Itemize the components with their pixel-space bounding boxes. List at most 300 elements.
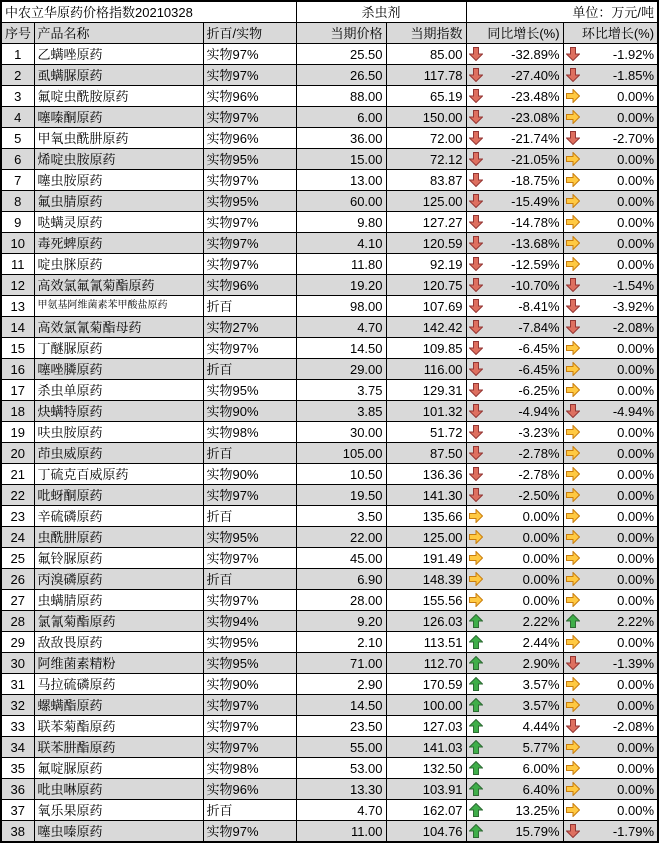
index-cell: 127.03 xyxy=(386,716,466,737)
yoy-cell xyxy=(466,212,563,233)
percent-value: -2.50% xyxy=(518,487,560,503)
table-row xyxy=(1,464,658,485)
right-arrow-icon xyxy=(566,509,580,523)
percent-value: -6.45% xyxy=(518,340,560,356)
down-arrow-icon xyxy=(566,824,580,838)
percent-value: -8.41% xyxy=(518,298,560,314)
table-row xyxy=(1,149,658,170)
yoy-cell xyxy=(466,716,563,737)
down-arrow-icon xyxy=(469,173,483,187)
spec-cell: 实物95% xyxy=(203,380,296,401)
percent-value: 0.00% xyxy=(617,445,655,461)
table-row xyxy=(1,611,658,632)
index-cell: 109.85 xyxy=(386,338,466,359)
mom-cell xyxy=(563,170,658,191)
product-name-cell: 高效氯氟氰菊酯原药 xyxy=(34,275,203,296)
price-cell: 15.00 xyxy=(296,149,386,170)
product-name-cell: 敌敌畏原药 xyxy=(34,632,203,653)
index-cell: 104.76 xyxy=(386,821,466,843)
index-cell: 126.03 xyxy=(386,611,466,632)
yoy-cell xyxy=(466,590,563,611)
mom-cell xyxy=(563,422,658,443)
spec-cell: 实物97% xyxy=(203,212,296,233)
percent-value: -1.85% xyxy=(612,67,655,83)
right-arrow-icon xyxy=(566,362,580,376)
index-cell: 87.50 xyxy=(386,443,466,464)
spec-cell: 实物95% xyxy=(203,632,296,653)
spec-cell: 实物97% xyxy=(203,821,296,843)
serial-cell: 26 xyxy=(1,569,34,590)
spec-cell: 实物95% xyxy=(203,527,296,548)
yoy-cell xyxy=(466,86,563,107)
down-arrow-icon xyxy=(566,404,580,418)
mom-cell xyxy=(563,44,658,65)
product-name-cell: 杀虫单原药 xyxy=(34,380,203,401)
table-row xyxy=(1,296,658,317)
percent-value: -1.54% xyxy=(612,277,655,293)
spec-cell: 折百 xyxy=(203,506,296,527)
yoy-cell xyxy=(466,191,563,212)
yoy-cell xyxy=(466,65,563,86)
price-cell: 19.20 xyxy=(296,275,386,296)
column-header-price: 当期价格 xyxy=(296,23,386,44)
percent-value: 0.00% xyxy=(617,550,655,566)
column-header-serial: 序号 xyxy=(1,23,34,44)
percent-value: -2.70% xyxy=(612,130,655,146)
yoy-cell xyxy=(466,422,563,443)
product-name-cell: 噻虫胺原药 xyxy=(34,170,203,191)
price-cell: 88.00 xyxy=(296,86,386,107)
price-cell: 14.50 xyxy=(296,338,386,359)
index-cell: 83.87 xyxy=(386,170,466,191)
right-arrow-icon xyxy=(566,215,580,229)
price-cell: 26.50 xyxy=(296,65,386,86)
mom-cell xyxy=(563,779,658,800)
percent-value: 0.00% xyxy=(522,529,560,545)
product-name-cell: 吡虫啉原药 xyxy=(34,779,203,800)
right-arrow-icon xyxy=(469,509,483,523)
mom-cell xyxy=(563,254,658,275)
column-header-mom: 环比增长(%) xyxy=(563,23,658,44)
percent-value: 0.00% xyxy=(617,382,655,398)
percent-value: -6.25% xyxy=(518,382,560,398)
down-arrow-icon xyxy=(469,488,483,502)
mom-cell xyxy=(563,611,658,632)
index-cell: 117.78 xyxy=(386,65,466,86)
yoy-cell xyxy=(466,296,563,317)
percent-value: 0.00% xyxy=(617,802,655,818)
percent-value: 0.00% xyxy=(617,193,655,209)
serial-cell: 10 xyxy=(1,233,34,254)
serial-cell: 36 xyxy=(1,779,34,800)
serial-cell: 35 xyxy=(1,758,34,779)
yoy-cell xyxy=(466,401,563,422)
percent-value: -2.08% xyxy=(612,319,655,335)
serial-cell: 38 xyxy=(1,821,34,843)
yoy-cell xyxy=(466,527,563,548)
percent-value: -7.84% xyxy=(518,319,560,335)
yoy-cell xyxy=(466,170,563,191)
up-arrow-icon xyxy=(469,719,483,733)
yoy-cell xyxy=(466,569,563,590)
mom-cell xyxy=(563,380,658,401)
up-arrow-icon xyxy=(469,782,483,796)
percent-value: -21.05% xyxy=(511,151,560,167)
price-cell: 14.50 xyxy=(296,695,386,716)
right-arrow-icon xyxy=(566,173,580,187)
right-arrow-icon xyxy=(469,551,483,565)
right-arrow-icon xyxy=(566,341,580,355)
up-arrow-icon xyxy=(469,656,483,670)
index-cell: 101.32 xyxy=(386,401,466,422)
mom-cell xyxy=(563,401,658,422)
product-name-cell: 毒死蜱原药 xyxy=(34,233,203,254)
down-arrow-icon xyxy=(469,362,483,376)
yoy-cell xyxy=(466,800,563,821)
percent-value: -32.89% xyxy=(511,46,560,62)
serial-cell: 23 xyxy=(1,506,34,527)
up-arrow-icon xyxy=(469,677,483,691)
table-row xyxy=(1,44,658,65)
price-cell: 45.00 xyxy=(296,548,386,569)
index-cell: 141.30 xyxy=(386,485,466,506)
serial-cell: 9 xyxy=(1,212,34,233)
yoy-cell xyxy=(466,443,563,464)
product-name-cell: 啶虫脒原药 xyxy=(34,254,203,275)
percent-value: -6.45% xyxy=(518,361,560,377)
spec-cell: 实物97% xyxy=(203,590,296,611)
percent-value: -12.59% xyxy=(511,256,560,272)
serial-cell: 4 xyxy=(1,107,34,128)
index-cell: 162.07 xyxy=(386,800,466,821)
percent-value: -27.40% xyxy=(511,67,560,83)
product-name-cell: 高效氯氰菊酯母药 xyxy=(34,317,203,338)
product-name-cell: 甲氧虫酰肼原药 xyxy=(34,128,203,149)
product-name-cell: 氟铃脲原药 xyxy=(34,548,203,569)
price-cell: 71.00 xyxy=(296,653,386,674)
yoy-cell xyxy=(466,254,563,275)
product-name-cell: 氟虫腈原药 xyxy=(34,191,203,212)
serial-cell: 13 xyxy=(1,296,34,317)
spec-cell: 实物27% xyxy=(203,317,296,338)
table-row xyxy=(1,548,658,569)
mom-cell xyxy=(563,191,658,212)
spec-cell: 实物96% xyxy=(203,275,296,296)
right-arrow-icon xyxy=(566,740,580,754)
column-header-index: 当期指数 xyxy=(386,23,466,44)
table-row xyxy=(1,212,658,233)
down-arrow-icon xyxy=(469,131,483,145)
yoy-cell xyxy=(466,359,563,380)
mom-cell xyxy=(563,506,658,527)
serial-cell: 24 xyxy=(1,527,34,548)
index-cell: 113.51 xyxy=(386,632,466,653)
right-arrow-icon xyxy=(566,446,580,460)
price-cell: 22.00 xyxy=(296,527,386,548)
serial-cell: 17 xyxy=(1,380,34,401)
percent-value: 2.22% xyxy=(522,613,560,629)
yoy-cell xyxy=(466,317,563,338)
mom-cell xyxy=(563,590,658,611)
right-arrow-icon xyxy=(469,530,483,544)
serial-cell: 28 xyxy=(1,611,34,632)
yoy-cell xyxy=(466,611,563,632)
product-name-cell: 丁硫克百威原药 xyxy=(34,464,203,485)
percent-value: -3.23% xyxy=(518,424,560,440)
price-cell: 3.50 xyxy=(296,506,386,527)
percent-value: 0.00% xyxy=(617,781,655,797)
serial-cell: 21 xyxy=(1,464,34,485)
yoy-cell xyxy=(466,506,563,527)
column-header-product: 产品名称 xyxy=(34,23,203,44)
yoy-cell xyxy=(466,695,563,716)
right-arrow-icon xyxy=(566,425,580,439)
right-arrow-icon xyxy=(566,257,580,271)
up-arrow-icon xyxy=(469,740,483,754)
right-arrow-icon xyxy=(566,488,580,502)
mom-cell xyxy=(563,527,658,548)
price-cell: 28.00 xyxy=(296,590,386,611)
percent-value: 5.77% xyxy=(522,739,560,755)
spec-cell: 实物98% xyxy=(203,758,296,779)
table-row xyxy=(1,527,658,548)
up-arrow-icon xyxy=(469,803,483,817)
mom-cell xyxy=(563,674,658,695)
mom-cell xyxy=(563,128,658,149)
product-name-cell: 联苯肼酯原药 xyxy=(34,737,203,758)
index-cell: 125.00 xyxy=(386,191,466,212)
price-cell: 60.00 xyxy=(296,191,386,212)
spec-cell: 实物95% xyxy=(203,653,296,674)
product-name-cell: 炔螨特原药 xyxy=(34,401,203,422)
product-name-cell: 氟啶脲原药 xyxy=(34,758,203,779)
percent-value: 0.00% xyxy=(617,256,655,272)
down-arrow-icon xyxy=(566,320,580,334)
mom-cell xyxy=(563,443,658,464)
table-row xyxy=(1,737,658,758)
serial-cell: 12 xyxy=(1,275,34,296)
index-cell: 141.03 xyxy=(386,737,466,758)
serial-cell: 7 xyxy=(1,170,34,191)
right-arrow-icon xyxy=(566,803,580,817)
down-arrow-icon xyxy=(469,47,483,61)
right-arrow-icon xyxy=(566,761,580,775)
price-cell: 98.00 xyxy=(296,296,386,317)
serial-cell: 20 xyxy=(1,443,34,464)
down-arrow-icon xyxy=(566,47,580,61)
spec-cell: 实物97% xyxy=(203,254,296,275)
product-name-cell: 螺螨酯原药 xyxy=(34,695,203,716)
table-row xyxy=(1,800,658,821)
unit-label: 单位：万元/吨 xyxy=(466,1,658,23)
serial-cell: 37 xyxy=(1,800,34,821)
percent-value: 0.00% xyxy=(617,88,655,104)
spec-cell: 折百 xyxy=(203,569,296,590)
table-row xyxy=(1,338,658,359)
mom-cell xyxy=(563,275,658,296)
index-cell: 92.19 xyxy=(386,254,466,275)
index-cell: 103.91 xyxy=(386,779,466,800)
down-arrow-icon xyxy=(469,299,483,313)
mom-cell xyxy=(563,464,658,485)
product-name-cell: 联苯菊酯原药 xyxy=(34,716,203,737)
price-cell: 2.90 xyxy=(296,674,386,695)
spec-cell: 实物94% xyxy=(203,611,296,632)
down-arrow-icon xyxy=(469,257,483,271)
percent-value: 0.00% xyxy=(617,571,655,587)
percent-value: 0.00% xyxy=(617,361,655,377)
down-arrow-icon xyxy=(469,89,483,103)
percent-value: -1.92% xyxy=(612,46,655,62)
price-cell: 6.90 xyxy=(296,569,386,590)
product-name-cell: 阿维菌素精粉 xyxy=(34,653,203,674)
mom-cell xyxy=(563,485,658,506)
index-cell: 107.69 xyxy=(386,296,466,317)
price-cell: 29.00 xyxy=(296,359,386,380)
table-row xyxy=(1,485,658,506)
up-arrow-icon xyxy=(469,614,483,628)
product-name-cell: 噻虫嗪原药 xyxy=(34,821,203,843)
yoy-cell xyxy=(466,275,563,296)
serial-cell: 6 xyxy=(1,149,34,170)
right-arrow-icon xyxy=(566,782,580,796)
down-arrow-icon xyxy=(469,110,483,124)
yoy-cell xyxy=(466,758,563,779)
product-name-cell: 虫螨腈原药 xyxy=(34,590,203,611)
right-arrow-icon xyxy=(566,152,580,166)
spec-cell: 实物97% xyxy=(203,737,296,758)
price-cell: 4.70 xyxy=(296,317,386,338)
table-row xyxy=(1,632,658,653)
yoy-cell xyxy=(466,653,563,674)
percent-value: 0.00% xyxy=(617,214,655,230)
table-row xyxy=(1,65,658,86)
price-cell: 13.00 xyxy=(296,170,386,191)
down-arrow-icon xyxy=(469,425,483,439)
spec-cell: 折百 xyxy=(203,443,296,464)
mom-cell xyxy=(563,695,658,716)
mom-cell xyxy=(563,737,658,758)
percent-value: -23.48% xyxy=(511,88,560,104)
serial-cell: 31 xyxy=(1,674,34,695)
price-cell: 105.00 xyxy=(296,443,386,464)
mom-cell xyxy=(563,65,658,86)
spec-cell: 实物97% xyxy=(203,338,296,359)
product-name-cell: 乙螨唑原药 xyxy=(34,44,203,65)
mom-cell xyxy=(563,338,658,359)
percent-value: -15.49% xyxy=(511,193,560,209)
table-row xyxy=(1,590,658,611)
mom-cell xyxy=(563,800,658,821)
serial-cell: 15 xyxy=(1,338,34,359)
spec-cell: 实物96% xyxy=(203,86,296,107)
percent-value: 3.57% xyxy=(522,676,560,692)
percent-value: 2.44% xyxy=(522,634,560,650)
yoy-cell xyxy=(466,674,563,695)
percent-value: 15.79% xyxy=(515,823,560,839)
right-arrow-icon xyxy=(566,593,580,607)
percent-value: 6.00% xyxy=(522,760,560,776)
right-arrow-icon xyxy=(469,593,483,607)
product-name-cell: 甲氨基阿维菌素苯甲酸盐原药 xyxy=(34,296,203,317)
serial-cell: 30 xyxy=(1,653,34,674)
index-cell: 112.70 xyxy=(386,653,466,674)
index-cell: 100.00 xyxy=(386,695,466,716)
down-arrow-icon xyxy=(469,467,483,481)
spec-cell: 实物90% xyxy=(203,464,296,485)
product-name-cell: 辛硫磷原药 xyxy=(34,506,203,527)
yoy-cell xyxy=(466,44,563,65)
percent-value: 4.44% xyxy=(522,718,560,734)
price-cell: 11.00 xyxy=(296,821,386,843)
product-name-cell: 虱螨脲原药 xyxy=(34,65,203,86)
price-cell: 9.20 xyxy=(296,611,386,632)
percent-value: -1.79% xyxy=(612,823,655,839)
serial-cell: 11 xyxy=(1,254,34,275)
price-cell: 53.00 xyxy=(296,758,386,779)
spec-cell: 实物97% xyxy=(203,695,296,716)
product-name-cell: 丙溴磷原药 xyxy=(34,569,203,590)
percent-value: 0.00% xyxy=(617,340,655,356)
percent-value: -18.75% xyxy=(511,172,560,188)
index-cell: 132.50 xyxy=(386,758,466,779)
spec-cell: 实物97% xyxy=(203,485,296,506)
mom-cell xyxy=(563,233,658,254)
yoy-cell xyxy=(466,632,563,653)
product-name-cell: 茚虫威原药 xyxy=(34,443,203,464)
index-cell: 125.00 xyxy=(386,527,466,548)
mom-cell xyxy=(563,86,658,107)
serial-cell: 32 xyxy=(1,695,34,716)
serial-cell: 14 xyxy=(1,317,34,338)
down-arrow-icon xyxy=(566,68,580,82)
right-arrow-icon xyxy=(566,635,580,649)
table-row xyxy=(1,653,658,674)
table-row xyxy=(1,401,658,422)
down-arrow-icon xyxy=(469,320,483,334)
product-name-cell: 吡蚜酮原药 xyxy=(34,485,203,506)
percent-value: 0.00% xyxy=(617,697,655,713)
price-cell: 36.00 xyxy=(296,128,386,149)
right-arrow-icon xyxy=(566,110,580,124)
percent-value: 0.00% xyxy=(617,676,655,692)
mom-cell xyxy=(563,653,658,674)
down-arrow-icon xyxy=(469,152,483,166)
percent-value: 3.57% xyxy=(522,697,560,713)
mom-cell xyxy=(563,296,658,317)
table-row xyxy=(1,317,658,338)
index-cell: 65.19 xyxy=(386,86,466,107)
right-arrow-icon xyxy=(566,551,580,565)
table-row xyxy=(1,86,658,107)
product-name-cell: 烯啶虫胺原药 xyxy=(34,149,203,170)
percent-value: 0.00% xyxy=(617,760,655,776)
percent-value: 0.00% xyxy=(617,466,655,482)
column-header-spec: 折百/实物 xyxy=(203,23,296,44)
spec-cell: 实物96% xyxy=(203,779,296,800)
down-arrow-icon xyxy=(469,215,483,229)
mom-cell xyxy=(563,149,658,170)
serial-cell: 33 xyxy=(1,716,34,737)
mom-cell xyxy=(563,716,658,737)
percent-value: 0.00% xyxy=(617,235,655,251)
right-arrow-icon xyxy=(566,530,580,544)
price-cell: 10.50 xyxy=(296,464,386,485)
serial-cell: 34 xyxy=(1,737,34,758)
price-cell: 23.50 xyxy=(296,716,386,737)
price-cell: 30.00 xyxy=(296,422,386,443)
up-arrow-icon xyxy=(469,698,483,712)
